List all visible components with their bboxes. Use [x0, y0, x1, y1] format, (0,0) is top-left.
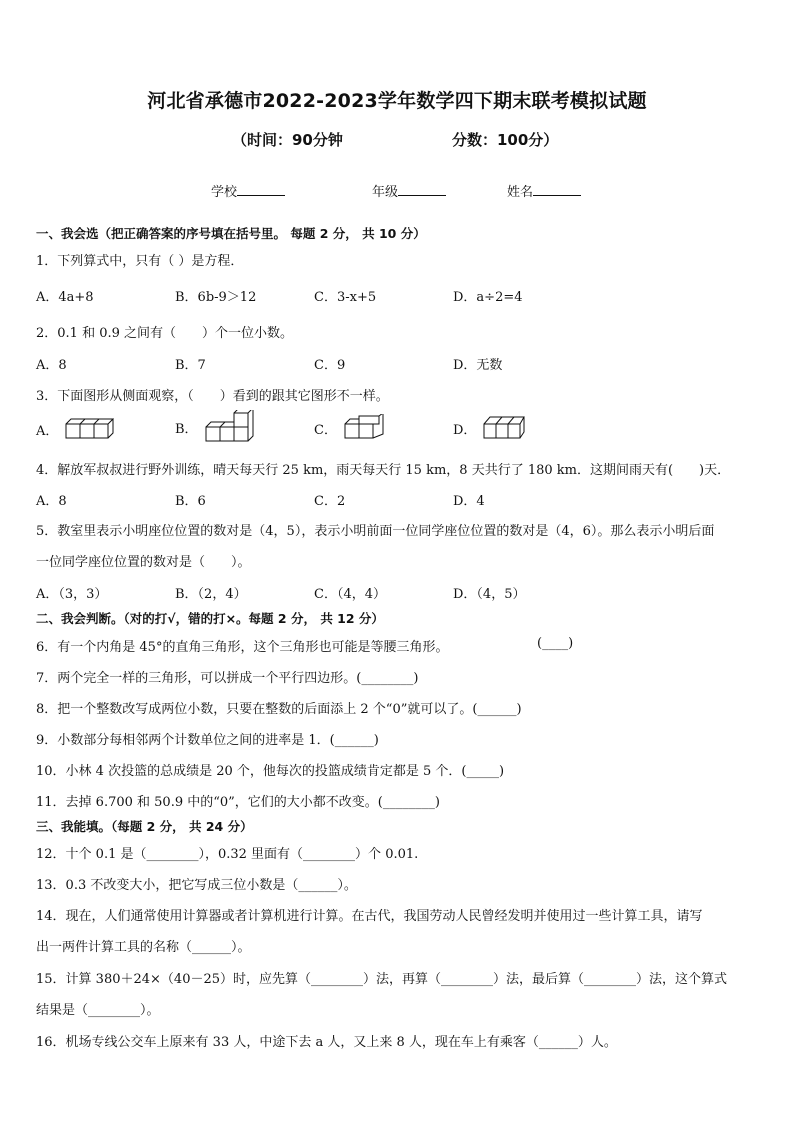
q5-option-d: D．（4，5）	[453, 587, 526, 602]
grade-field: 年级	[372, 181, 446, 200]
q5-option-b: B．（2，4）	[175, 587, 247, 602]
q1-option-a: A．4a+8	[36, 290, 94, 305]
q1-option-c: C．3-x+5	[314, 290, 377, 305]
question-4: 4．解放军叔叔进行野外训练，晴天每天行 25 km，雨天每天行 15 km，8 天共行了 180 km．这期间雨天有( )天．	[36, 463, 731, 478]
q4-option-d: D．4	[453, 494, 485, 509]
question-10: 10．小林 4 次投篮的总成绩是 20 个，他每次的投篮成绩肯定都是 5 个．(_____)	[36, 764, 505, 779]
question-12: 12．十个 0.1 是（________），0.32 里面有（________）个 0.01.	[36, 847, 419, 862]
q3-option-b: B．	[175, 410, 254, 444]
question-11: 11．去掉 6.700 和 50.9 中的“0”，它们的大小都不改变。(________)	[36, 795, 440, 810]
page-title: 河北省承德市2022-2023学年数学四下期末联考模拟试题	[147, 90, 647, 112]
cube-figure-a-icon	[64, 416, 114, 442]
question-7: 7．两个完全一样的三角形，可以拼成一个平行四边形。(________)	[36, 671, 419, 686]
cube-figure-b-icon	[204, 410, 254, 444]
section-2-heading: 二、我会判断。（对的打√，错的打×。每题 2 分， 共 12 分）	[36, 611, 384, 626]
question-5-line2: 一位同学座位位置的数对是（ ）。	[36, 555, 251, 570]
grade-blank[interactable]	[398, 183, 446, 196]
cube-figure-c-icon	[343, 414, 385, 442]
name-field: 姓名	[507, 181, 581, 200]
question-14-line2: 出一两件计算工具的名称（______）。	[36, 940, 251, 955]
question-1: 1．下列算式中，只有（ ）是方程．	[36, 254, 244, 269]
q3-option-d: D．	[453, 414, 526, 442]
cube-figure-d-icon	[482, 414, 526, 442]
question-3: 3．下面图形从侧面观察，（ ）看到的跟其它图形不一样。	[36, 389, 389, 404]
name-blank[interactable]	[533, 183, 581, 196]
q4-option-a: A．8	[36, 494, 67, 509]
q6-answer-paren[interactable]: (____)	[537, 636, 574, 651]
q4-option-c: C．2	[314, 494, 346, 509]
q2-option-b: B．7	[175, 358, 206, 373]
question-14-line1: 14．现在，人们通常使用计算器或者计算机进行计算。在古代，我国劳动人民曾经发明并使用过一些计算工具，请写	[36, 909, 703, 924]
section-3-heading: 三、我能填。（每题 2 分， 共 24 分）	[36, 819, 253, 834]
question-2: 2．0.1 和 0.9 之间有（ ）个一位小数。	[36, 326, 294, 341]
q2-option-d: D．无数	[453, 358, 503, 373]
question-15-line2: 结果是（________）。	[36, 1003, 160, 1018]
question-16: 16．机场专线公交车上原来有 33 人，中途下去 a 人，又上来 8 人，现在车上有乘客（______）人。	[36, 1035, 617, 1050]
school-blank[interactable]	[237, 183, 285, 196]
question-6: 6．有一个内角是 45°的直角三角形，这个三角形也可能是等腰三角形。	[36, 640, 449, 655]
q1-option-b: B．6b-9＞12	[175, 290, 257, 305]
q5-option-c: C．（4，4）	[314, 587, 386, 602]
q4-option-b: B．6	[175, 494, 206, 509]
exam-time: （时间：90分钟	[232, 131, 343, 149]
q3-option-a: A．	[36, 416, 114, 442]
question-9: 9．小数部分每相邻两个计数单位之间的进率是 1．(______)	[36, 733, 379, 748]
question-5-line1: 5．教室里表示小明座位位置的数对是（4，5），表示小明前面一位同学座位位置的数对是（4，6）。那么表示小明后面	[36, 524, 715, 539]
question-13: 13．0.3 不改变大小，把它写成三位小数是（______）。	[36, 878, 357, 893]
question-8: 8．把一个整数改写成两位小数，只要在整数的后面添上 2 个“0”就可以了。(______)	[36, 702, 522, 717]
school-field: 学校	[211, 181, 285, 200]
q2-option-c: C．9	[314, 358, 346, 373]
q3-option-c: C．	[314, 414, 385, 442]
question-15-line1: 15．计算 380＋24×（40－25）时，应先算（________）法，再算（________）法，最后算（________）法，这个算式	[36, 972, 728, 987]
q5-option-a: A．（3，3）	[36, 587, 108, 602]
q1-option-d: D．a÷2=4	[453, 290, 523, 305]
q2-option-a: A．8	[36, 358, 67, 373]
exam-score: 分数：100分）	[452, 131, 559, 149]
section-1-heading: 一、我会选（把正确答案的序号填在括号里。 每题 2 分， 共 10 分）	[36, 226, 426, 241]
